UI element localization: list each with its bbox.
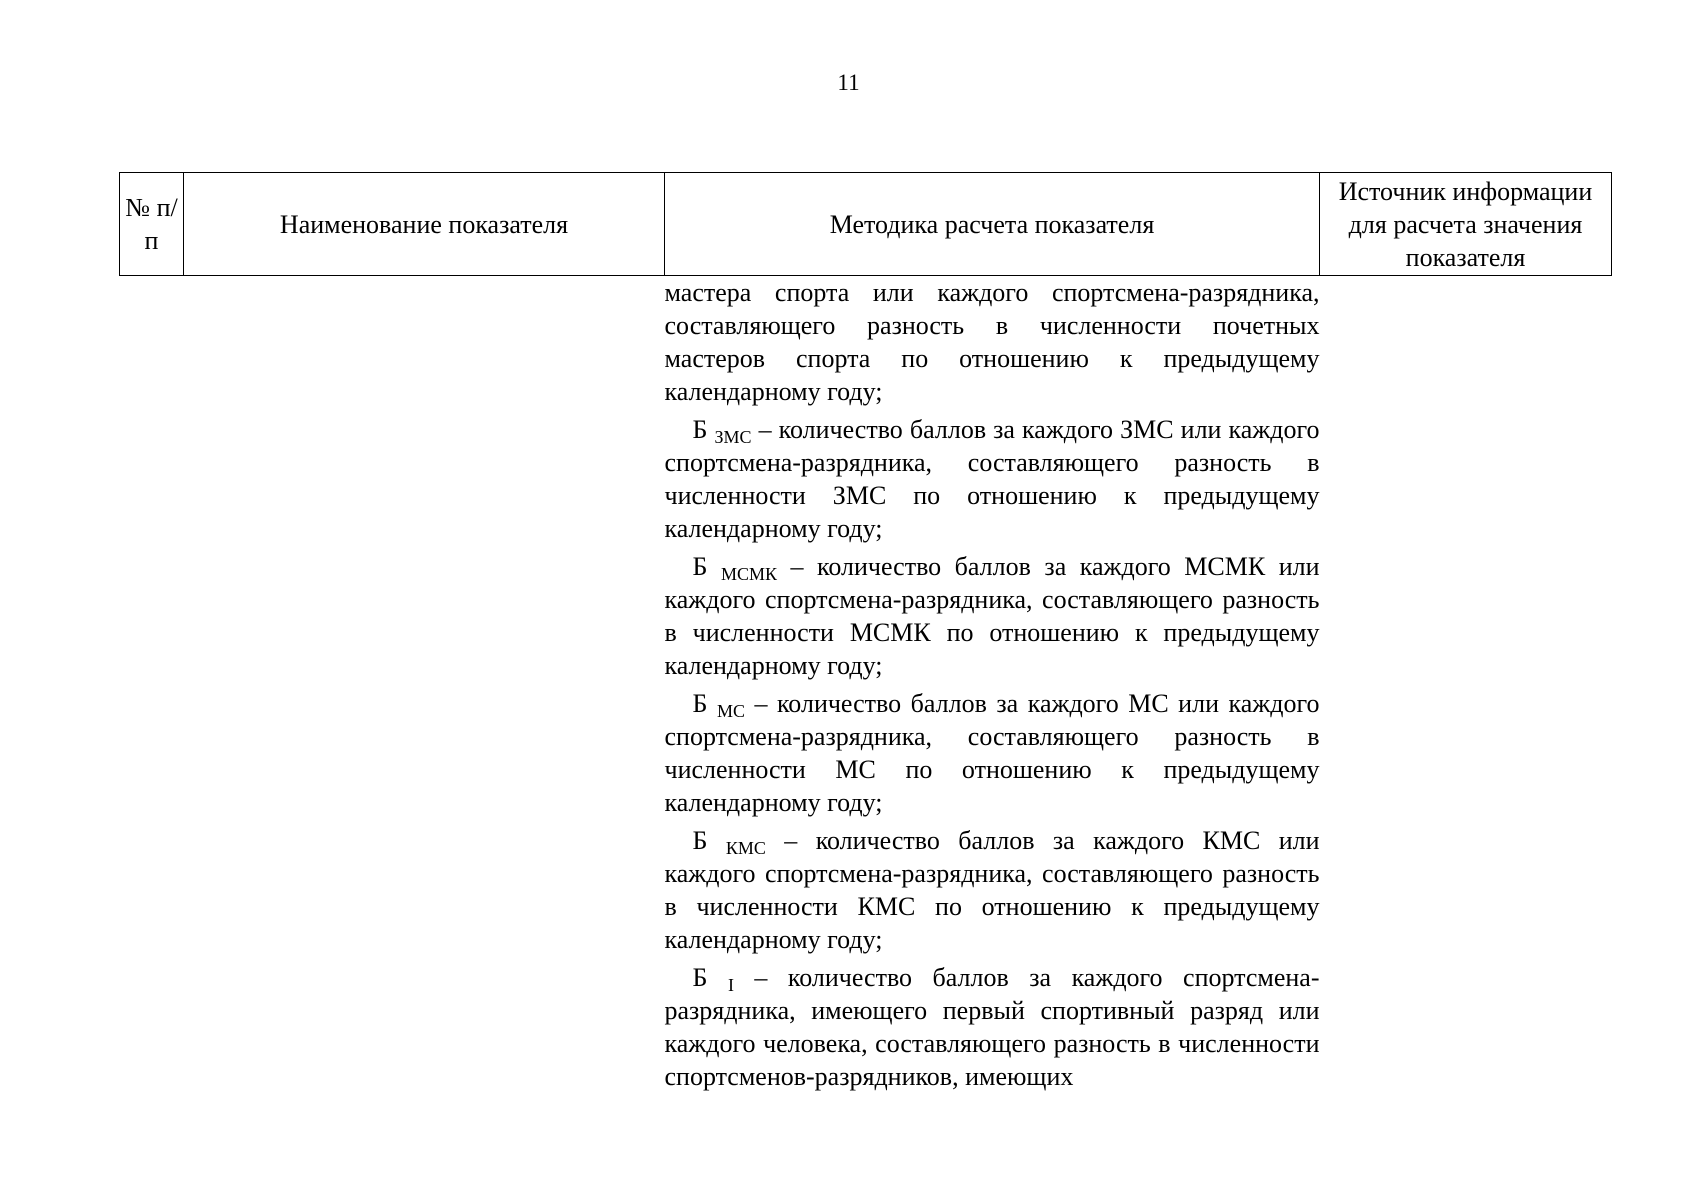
- method-intro-paragraph: мастера спорта или каждого спортсмена-разрядника, составляющего разность в численности почетных мастеров спорта по отношению к предыдущему календарному году;: [664, 278, 1320, 406]
- points-subscript: ЗМС: [714, 427, 752, 447]
- paragraph-text: – количество баллов за каждого МСМК или каждого спортсмена-разрядника, составляющего разность в численности МСМК по отношению к предыдущему календарному году;: [664, 552, 1320, 680]
- points-subscript: КМС: [725, 838, 766, 858]
- points-subscript: I: [727, 975, 734, 995]
- points-subscript: МС: [716, 701, 745, 721]
- method-kms-paragraph: [665, 824, 1320, 956]
- method-first-rank-paragraph: [665, 961, 1320, 1093]
- cell-indicator-name: [184, 276, 665, 1099]
- header-information-source: Источник информации для расчета значения показателя: [1320, 173, 1612, 276]
- method-zms-paragraph: [665, 413, 1320, 545]
- paragraph-text: – количество баллов за каждого ЗМС или каждого спортсмена-разрядника, составляющего разность в численности ЗМС по отношению к предыдущему календарному году;: [664, 415, 1320, 543]
- table-row: [120, 276, 1612, 1099]
- header-number: № п/п: [120, 173, 184, 276]
- header-calculation-method: Методика расчета показателя: [665, 173, 1320, 276]
- points-symbol: Б: [692, 415, 708, 444]
- header-indicator-name: Наименование показателя: [184, 173, 665, 276]
- page-number: 11: [837, 70, 860, 95]
- paragraph-text: – количество баллов за каждого спортсмена-разрядника, имеющего первый спортивный разряд или каждого человека, составляющего разность в численности спортсменов-разрядников, имеющих: [664, 963, 1320, 1091]
- cell-calculation-method: [665, 276, 1320, 1099]
- cell-number: [120, 276, 184, 1099]
- indicator-table: [119, 172, 1612, 1098]
- table-header-row: [120, 173, 1612, 276]
- paragraph-text: – количество баллов за каждого КМС или каждого спортсмена-разрядника, составляющего разность в численности КМС по отношению к предыдущему календарному году;: [664, 826, 1320, 954]
- points-symbol: Б: [692, 826, 708, 855]
- cell-information-source: [1320, 276, 1612, 1099]
- method-msmk-paragraph: [665, 550, 1320, 682]
- points-symbol: Б: [692, 689, 708, 718]
- points-subscript: МСМК: [720, 564, 777, 584]
- paragraph-text: – количество баллов за каждого МС или каждого спортсмена-разрядника, составляющего разность в численности МС по отношению к предыдущему календарному году;: [664, 689, 1320, 817]
- points-symbol: Б: [692, 963, 708, 992]
- points-symbol: Б: [692, 552, 708, 581]
- method-ms-paragraph: [665, 687, 1320, 819]
